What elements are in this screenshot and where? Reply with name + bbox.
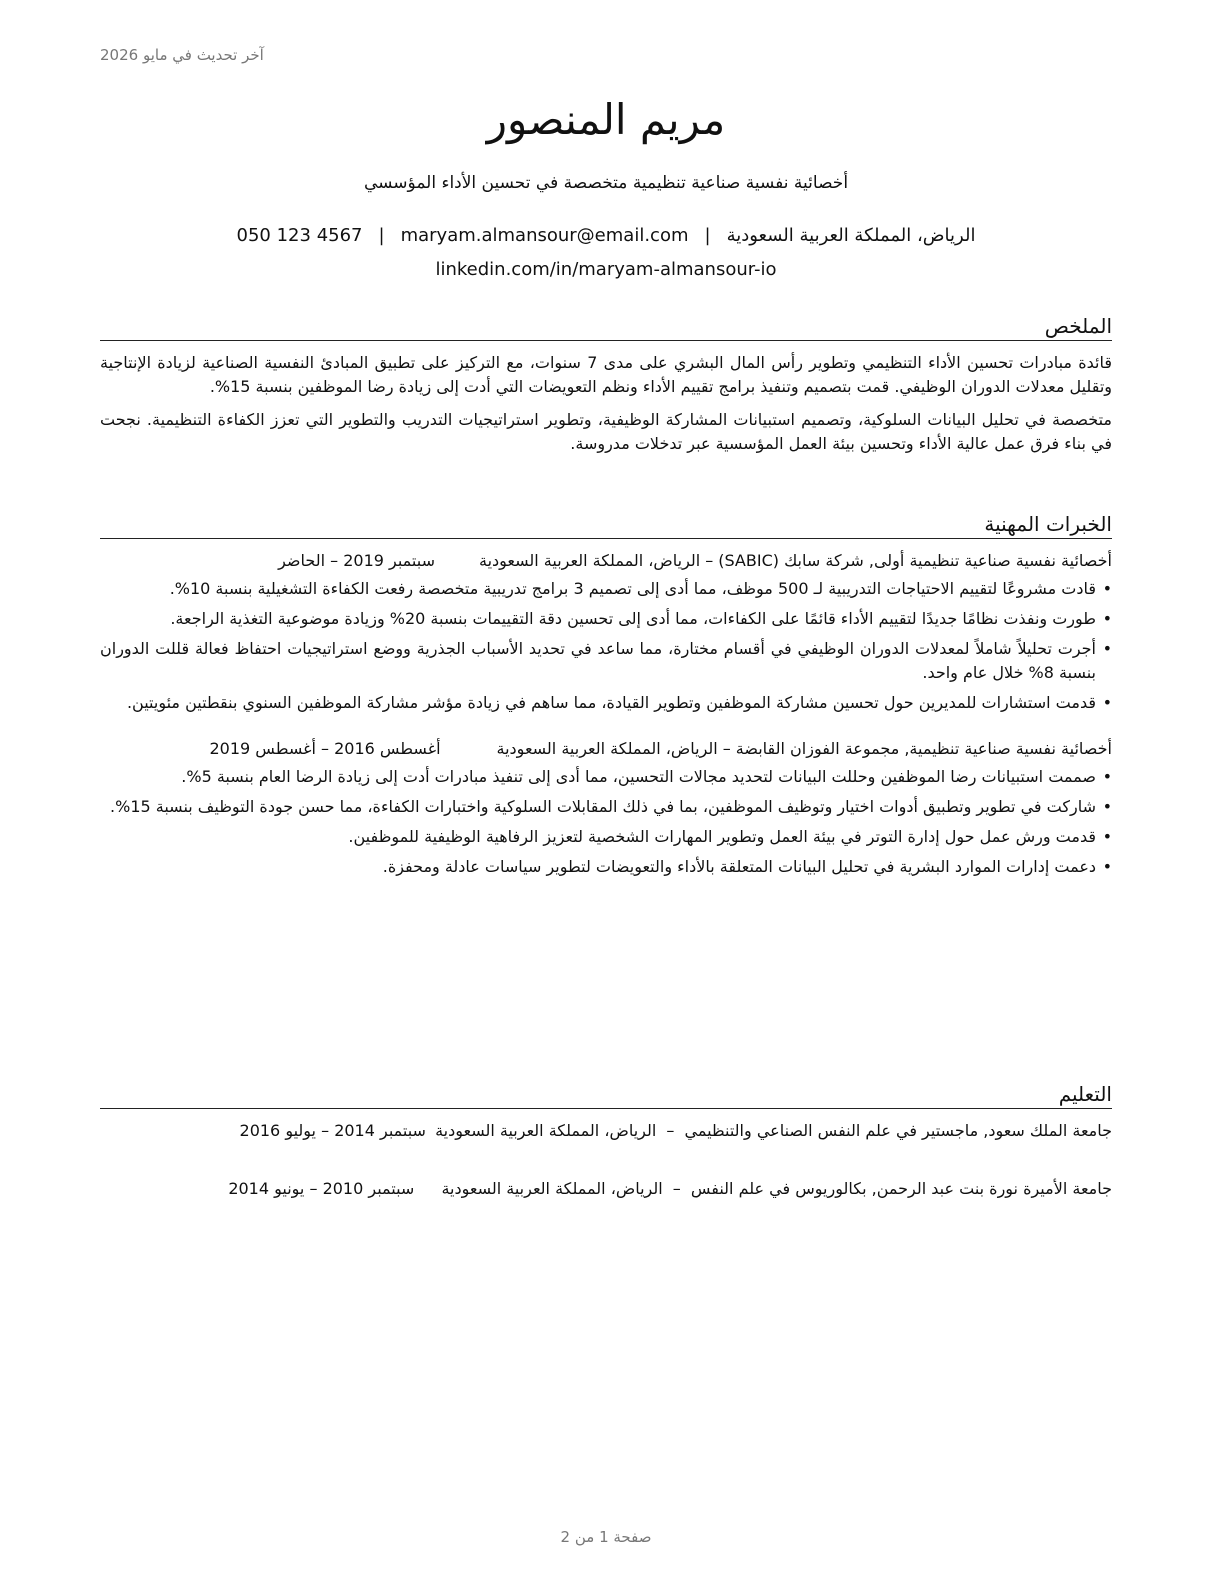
job-header <box>100 737 1112 761</box>
job-dash: – <box>705 551 714 570</box>
education-school-degree: جامعة الملك سعود, ماجستير في علم النفس الصناعي والتنظيمي <box>684 1121 1112 1140</box>
list-item: • شاركت في تطوير وتطبيق أدوات اختيار وتوظيف الموظفين، بما في ذلك المقابلات السلوكية واختبارات الكفاءة، مما حسن جودة التوظيف بنسبة 15%. <box>100 795 1112 819</box>
list-item: • أجرت تحليلاً شاملاً لمعدلات الدوران الوظيفي في أقسام مختارة، مما ساعد في تحديد الأسباب الجذرية ووضع استراتيجيات احتفاظ فعالة قللت الدوران بنسبة 8% خلال عام واحد. <box>100 637 1112 685</box>
candidate-name: مريم المنصور <box>486 95 726 144</box>
list-item: • قدمت استشارات للمديرين حول تحسين مشاركة الموظفين وتطوير القيادة، مما ساهم في زيادة مؤشر مشاركة الموظفين السنوي بنقطتين مئويتين. <box>100 691 1112 715</box>
contact-line <box>100 222 1112 250</box>
list-item: • قادت مشروعًا لتقييم الاحتياجات التدريبية لـ 500 موظف، مما أدى إلى تصميم 3 برامج تدريبية متخصصة رفعت الكفاءة التشغيلية بنسبة 10%. <box>100 577 1112 601</box>
education-dates: سبتمبر 2010 – يونيو 2014 <box>228 1179 415 1198</box>
education-title: التعليم <box>100 1080 1112 1109</box>
job-dates: سبتمبر 2019 – الحاضر <box>278 551 435 570</box>
job-entry <box>100 737 1112 879</box>
job-header <box>100 549 1112 573</box>
education-entry <box>100 1177 1112 1201</box>
contact-phone: 050 123 4567 <box>236 225 363 246</box>
job-title-org: أخصائية نفسية صناعية تنظيمية, مجموعة الفوزان القابضة <box>735 739 1112 758</box>
experience-section <box>100 510 1112 885</box>
page-footer: صفحة 1 من 2 <box>560 1528 652 1546</box>
job-dates: أغسطس 2016 – أغسطس 2019 <box>209 739 441 758</box>
job-title-org: أخصائية نفسية صناعية تنظيمية أولى, شركة سابك (SABIC) <box>718 551 1112 570</box>
experience-title: الخبرات المهنية <box>100 510 1112 539</box>
contact-separator: | <box>704 225 711 246</box>
job-entry <box>100 549 1112 715</box>
linkedin-link[interactable]: linkedin.com/in/maryam-almansour-io <box>435 259 777 280</box>
list-item: • صممت استبيانات رضا الموظفين وحللت البيانات لتحديد مجالات التحسين، مما أدى إلى تنفيذ مبادرات أدت إلى زيادة الرضا العام بنسبة 5%. <box>100 765 1112 789</box>
summary-title: الملخص <box>100 312 1112 341</box>
resume-page <box>100 0 1112 1584</box>
education-dash: – <box>666 1121 675 1140</box>
summary-paragraph: متخصصة في تحليل البيانات السلوكية، وتصميم استبيانات المشاركة الوظيفية، وتطوير استراتيجيات التدريب والتطوير التي تعزز الكفاءة التنظيمية. نجحت في بناء فرق عمل عالية الأداء وتحسين بيئة العمل المؤسسية عبر تدخلات مدروسة. <box>100 410 1112 453</box>
job-bullets <box>100 765 1112 879</box>
job-location: الرياض، المملكة العربية السعودية <box>496 739 718 758</box>
job-location: الرياض، المملكة العربية السعودية <box>478 551 701 570</box>
education-section <box>100 1080 1112 1235</box>
education-dates: سبتمبر 2014 – يوليو 2016 <box>239 1121 426 1140</box>
candidate-headline: أخصائية نفسية صناعية تنظيمية متخصصة في تحسين الأداء المؤسسي <box>363 173 849 193</box>
summary-section <box>100 312 1112 465</box>
education-dash: – <box>672 1179 681 1198</box>
job-bullets <box>100 577 1112 715</box>
contact-location: الرياض، المملكة العربية السعودية <box>726 225 976 246</box>
contact-linkedin[interactable] <box>100 256 1112 284</box>
last-updated-note: آخر تحديث في مايو 2026 <box>100 46 264 64</box>
list-item: • قدمت ورش عمل حول إدارة التوتر في بيئة العمل وتطوير المهارات الشخصية لتعزيز الرفاهية الوظيفية للموظفين. <box>100 825 1112 849</box>
summary-paragraph: قائدة مبادرات تحسين الأداء التنظيمي وتطوير رأس المال البشري على مدى 7 سنوات، مع التركيز على تطبيق المبادئ النفسية الصناعية لزيادة الإنتاجية وتقليل معدلات الدوران الوظيفي. قمت بتصميم وتنفيذ برامج تقييم الأداء ونظم التعويضات التي أدت إلى زيادة رضا الموظفين بنسبة 15%. <box>100 353 1112 396</box>
job-dash: – <box>722 739 731 758</box>
list-item: • دعمت إدارات الموارد البشرية في تحليل البيانات المتعلقة بالأداء والتعويضات لتطوير سياسات عادلة ومحفزة. <box>100 855 1112 879</box>
contact-separator: | <box>378 225 385 246</box>
contact-email[interactable]: maryam.almansour@email.com <box>400 225 689 246</box>
education-entry <box>100 1119 1112 1143</box>
education-location: الرياض، المملكة العربية السعودية <box>435 1121 657 1140</box>
list-item: • طورت ونفذت نظامًا جديدًا لتقييم الأداء قائمًا على الكفاءات، مما أدى إلى تحسين دقة التقييمات بنسبة 20% وزيادة موضوعية التغذية الراجعة. <box>100 607 1112 631</box>
education-location: الرياض، المملكة العربية السعودية <box>441 1179 663 1198</box>
education-school-degree: جامعة الأميرة نورة بنت عبد الرحمن, بكالوريوس في علم النفس <box>690 1179 1112 1198</box>
